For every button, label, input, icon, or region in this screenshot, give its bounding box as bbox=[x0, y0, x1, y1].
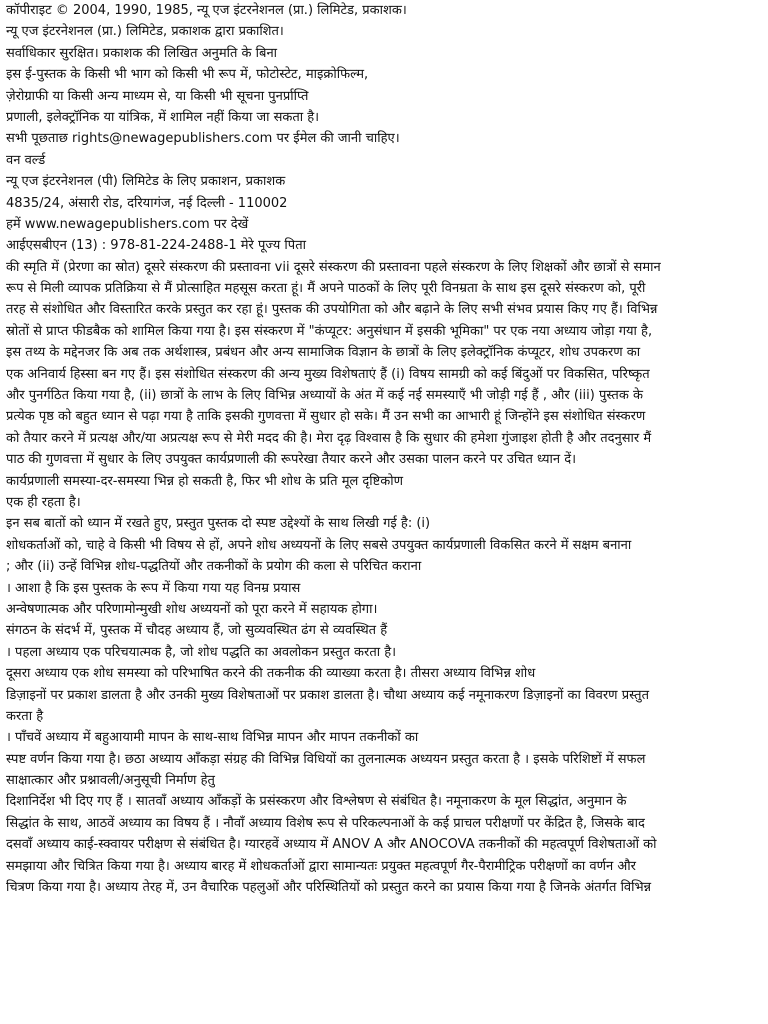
text-line: स्पष्ट वर्णन किया गया है। छठा अध्याय आँकड़ा संग्रह की विभिन्न विधियों का तुलनात्मक अध्ययन प्रस्तुत करता है । इसके परिशिष्टों में सफल bbox=[6, 751, 646, 767]
text-line: इस तथ्य के मद्देनजर कि अब तक अर्थशास्त्र, प्रबंधन और अन्य सामाजिक विज्ञान के छात्रों के लिए इलेक्ट्रॉनिक कंप्यूटर, शोध उपकरण का bbox=[6, 345, 641, 361]
text-line: । पाँचवें अध्याय में बहुआयामी मापन के साथ-साथ विभिन्न मापन और मापन तकनीकों का bbox=[6, 730, 419, 746]
text-line: । पहला अध्याय एक परिचयात्मक है, जो शोध पद्धति का अवलोकन प्रस्तुत करता है। bbox=[6, 644, 397, 660]
text-line: सिद्धांत के साथ, आठवें अध्याय का विषय हैं । नौवाँ अध्याय विशेष रूप से परिकल्पनाओं के कई प्राचल परीक्षणों पर केंद्रित है, जिसके बाद bbox=[6, 815, 645, 831]
text-line: ज़ेरोग्राफी या किसी अन्य माध्यम से, या किसी भी सूचना पुनर्प्राप्ति bbox=[6, 88, 309, 104]
isbn-line: आईएसबीएन (13) : 978-81-224-2488-1 मेरे पूज्य पिता bbox=[6, 238, 306, 254]
address-line: 4835/24, अंसारी रोड, दरियागंज, नई दिल्ली - 110002 bbox=[6, 195, 288, 211]
text-line: डिज़ाइनों पर प्रकाश डालता है और उनकी मुख्य विशेषताओं पर प्रकाश डालता है। चौथा अध्याय कई नमूनाकरण डिज़ाइनों का विवरण प्रस्तुत bbox=[6, 687, 649, 703]
website-line: हमें www.newagepublishers.com पर देखें bbox=[6, 216, 249, 232]
text-line: प्रत्येक पृष्ठ को बहुत ध्यान से पढ़ा गया है ताकि इसकी गुणवत्ता में सुधार हो सके। मैं उन सभी का आभारी हूं जिन्होंने इस संशोधित संस्करण bbox=[6, 409, 646, 425]
text-line: समझाया और चित्रित किया गया है। अध्याय बारह में शोधकर्ताओं द्वारा सामान्यतः प्रयुक्त महत्वपूर्ण गैर-पैरामीट्रिक परीक्षणों का वर्णन और bbox=[6, 858, 636, 874]
text-line: स्रोतों से प्राप्त फीडबैक को शामिल किया गया है। इस संस्करण में "कंप्यूटर: अनुसंधान में इसकी भूमिका" पर एक नया अध्याय जोड़ा गया है, bbox=[6, 323, 653, 339]
text-line: शोधकर्ताओं को, चाहे वे किसी भी विषय से हों, अपने शोध अध्ययनों के लिए सबसे उपयुक्त कार्यप्रणाली विकसित करने में सक्षम बनाना bbox=[6, 537, 632, 553]
text-line bbox=[6, 898, 762, 919]
publisher-line: न्यू एज इंटरनेशनल (प्रा.) लिमिटेड, प्रकाशक द्वारा प्रकाशित। bbox=[6, 24, 284, 40]
text-line: कार्यप्रणाली समस्या-दर-समस्या भिन्न हो सकती है, फिर भी शोध के प्रति मूल दृष्टिकोण bbox=[6, 473, 404, 489]
text-line: करता है bbox=[6, 708, 44, 724]
text-line: को तैयार करने में प्रत्यक्ष और/या अप्रत्यक्ष रूप से मेरी मदद की है। मेरा दृढ़ विश्वास है कि सुधार की हमेशा गुंजाइश होती है और तदनुसार मैं bbox=[6, 430, 652, 446]
text-line: वन वर्ल्ड bbox=[6, 152, 46, 168]
text-line: चित्रण किया गया है। अध्याय तेरह में, उन वैचारिक पहलुओं और परिस्थितियों को प्रस्तुत करने का प्रयास किया गया है जिनके अंतर्गत विभिन्न bbox=[6, 880, 652, 896]
text-line: संगठन के संदर्भ में, पुस्तक में चौदह अध्याय हैं, जो सुव्यवस्थित ढंग से व्यवस्थित हैं bbox=[6, 623, 388, 639]
text-line: पाठ की गुणवत्ता में सुधार के लिए उपयुक्त कार्यप्रणाली की रूपरेखा तैयार करने और उसका पालन करने पर उचित ध्यान दें। bbox=[6, 452, 577, 468]
rights-reserved-line: सर्वाधिकार सुरक्षित। प्रकाशक की लिखित अनुमति के बिना bbox=[6, 45, 278, 61]
text-line: साक्षात्कार और प्रश्नावली/अनुसूची निर्माण हेतु bbox=[6, 773, 215, 789]
text-line: इन सब बातों को ध्यान में रखते हुए, प्रस्तुत पुस्तक दो स्पष्ट उद्देश्यों के साथ लिखी गई है: (i) bbox=[6, 516, 431, 532]
text-line: एक अनिवार्य हिस्सा बन गए हैं। इस संशोधित संस्करण की अन्य मुख्य विशेषताएं हैं (i) विषय सामग्री को कई बिंदुओं पर विकसित, परिष्कृत bbox=[6, 366, 650, 382]
text-line: इस ई-पुस्तक के किसी भी भाग को किसी भी रूप में, फोटोस्टेट, माइक्रोफिल्म, bbox=[6, 67, 369, 83]
text-line: दूसरा अध्याय एक शोध समस्या को परिभाषित करने की तकनीक की व्याख्या करता है। तीसरा अध्याय विभिन्न शोध bbox=[6, 666, 536, 682]
text-line: रूप से मिली व्यापक प्रतिक्रिया से मैं प्रोत्साहित महसूस करता हूं। मैं अपने पाठकों के लिए पूरी विनम्रता के साथ इस दूसरे संस्करण को, पूरी bbox=[6, 281, 646, 297]
text-line: एक ही रहता है। bbox=[6, 494, 81, 510]
text-line: अन्वेषणात्मक और परिणामोन्मुखी शोध अध्ययनों को पूरा करने में सहायक होगा। bbox=[6, 601, 378, 617]
contact-email-line: सभी पूछताछ rights@newagepublishers.com पर ईमेल की जानी चाहिए। bbox=[6, 131, 400, 147]
text-line: दिशानिर्देश भी दिए गए हैं । सातवाँ अध्याय आँकड़ों के प्रसंस्करण और विश्लेषण से संबंधित है। नमूनाकरण के मूल सिद्धांत, अनुमान के bbox=[6, 794, 627, 810]
copyright-line: कॉपीराइट © 2004, 1990, 1985, न्यू एज इंटरनेशनल (प्रा.) लिमिटेड, प्रकाशक। bbox=[6, 3, 407, 18]
text-line: न्यू एज इंटरनेशनल (पी) लिमिटेड के लिए प्रकाशन, प्रकाशक bbox=[6, 174, 286, 190]
text-line: प्रणाली, इलेक्ट्रॉनिक या यांत्रिक, में शामिल नहीं किया जा सकता है। bbox=[6, 109, 320, 125]
text-line: और पुनर्गठित किया गया है, (ii) छात्रों के लाभ के लिए विभिन्न अध्यायों के अंत में कई नई समस्याएँ भी जोड़ी गई हैं , और (iii) पुस्तक के bbox=[6, 388, 643, 404]
text-line: दसवाँ अध्याय काई-स्क्वायर परीक्षण से संबंधित है। ग्यारहवें अध्याय में ANOV A और ANOCOVA तकनीकों की महत्वपूर्ण विशेषताओं को bbox=[6, 837, 657, 853]
text-line: तरह से संशोधित और विस्तारित करके प्रस्तुत कर रहा हूं। पुस्तक की उपयोगिता को और बढ़ाने के लिए सभी संभव प्रयास किए गए हैं। विभिन्न bbox=[6, 302, 658, 318]
text-line: की स्मृति में (प्रेरणा का स्रोत) दूसरे संस्करण की प्रस्तावना vii दूसरे संस्करण की प्रस्तावना पहले संस्करण के लिए शिक्षकों और छात्रों से समान bbox=[6, 259, 661, 275]
text-line: ; और (ii) उन्हें विभिन्न शोध-पद्धतियों और तकनीकों के प्रयोग की कला से परिचित कराना bbox=[6, 559, 422, 575]
text-line: । आशा है कि इस पुस्तक के रूप में किया गया यह विनम्र प्रयास bbox=[6, 580, 301, 596]
